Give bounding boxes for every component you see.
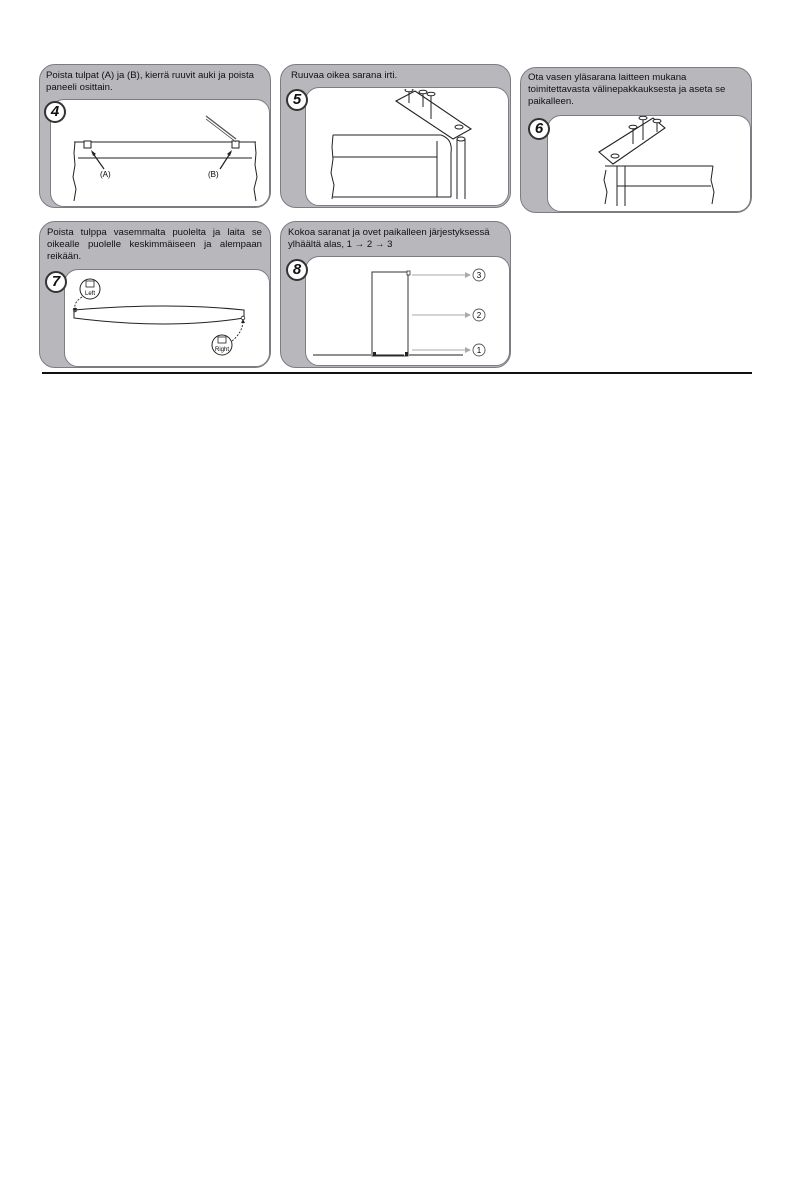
step-7-panel — [39, 221, 271, 368]
door-panel — [74, 306, 244, 324]
hinge-plate — [396, 91, 471, 139]
step-4-panel — [39, 64, 271, 208]
step-4-caption: Poista tulpat (A) ja (B), kierrä ruuvit auki ja poista paneeli osittain. — [46, 70, 254, 93]
cap-a — [84, 141, 91, 148]
step-5-panel — [280, 64, 511, 208]
label-b: (B) — [208, 170, 219, 179]
step-8-caption: Kokoa saranat ja ovet paikalleen järjestyksessä ylhäältä alas, 1 → 2 → 3 — [288, 227, 490, 250]
label-a: (A) — [100, 170, 111, 179]
step-8-panel — [280, 221, 511, 368]
step-4-illustration — [60, 105, 270, 205]
step-5-number-badge: 5 — [286, 89, 308, 111]
appliance-door — [372, 272, 408, 356]
step-7-number-badge: 7 — [45, 271, 67, 293]
order-3: 3 — [476, 271, 482, 280]
step-4-number-badge: 4 — [44, 101, 66, 123]
section-divider — [42, 372, 752, 374]
step-6-number-badge: 6 — [528, 118, 550, 140]
order-2: 2 — [476, 311, 482, 320]
right-label: Right — [214, 347, 230, 353]
step-6-illustration — [595, 116, 717, 206]
screwdriver — [206, 116, 236, 139]
step-5-illustration — [321, 89, 507, 203]
step-7-caption: Poista tulppa vasemmalta puolelta ja laita se oikealle puolelle keskimmäiseen ja alempaan reikään. — [47, 227, 262, 262]
step-8-number-badge: 8 — [286, 259, 308, 281]
step-8-illustration — [309, 266, 509, 362]
order-1: 1 — [476, 346, 482, 355]
step-5-caption: Ruuvaa oikea sarana irti. — [291, 70, 398, 81]
step-7-illustration — [68, 278, 268, 366]
step-6-panel — [520, 67, 752, 213]
left-label: Left — [84, 291, 96, 297]
step-6-caption: Ota vasen yläsarana laitteen mukana toimitettavasta välinepakkauksesta ja aseta se paikalleen. — [528, 72, 726, 107]
